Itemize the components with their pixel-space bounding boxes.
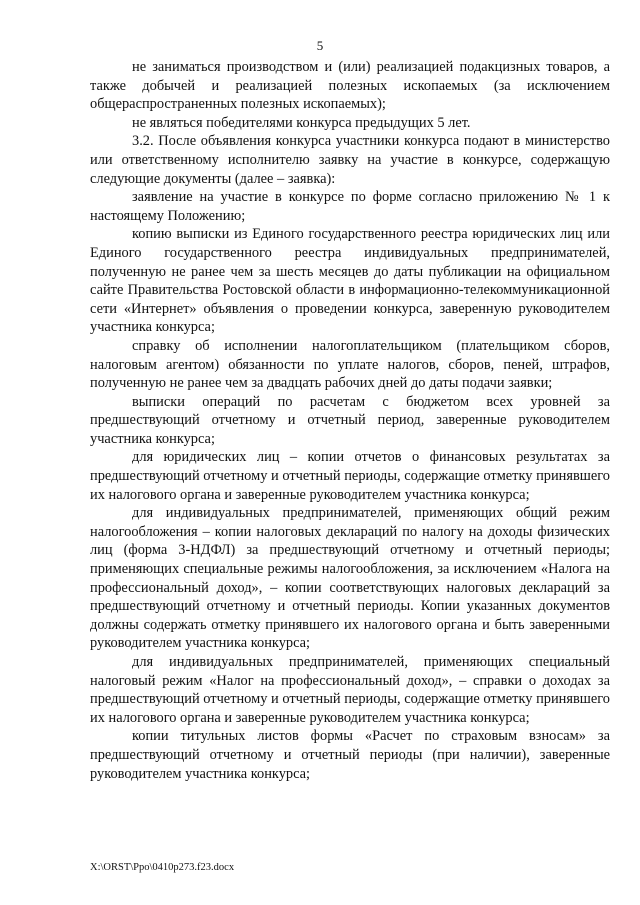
paragraph-budget-statements: выписки операций по расчетам с бюджетом всех уровней за предшествующий отчетному и отчетный период, заверенные руководителем участника конкурса; (90, 393, 610, 447)
paragraph-general-regime: для индивидуальных предпринимателей, применяющих общий режим налогообложения – копии налоговых деклараций по налогу на доходы физических лиц (форма 3-НДФЛ) за предшествующий отчетному и отчетный периоды; применяющих специальные режимы налогообложения, за исключением «Налога на профессиональный доход», – копии соответствующих налоговых деклараций за предшествующий отчетному и отчетный периоды. Копии указанных документов должны содержать отметку принявшего их налогового органа и быть заверенными руководителем участника конкурса; (90, 505, 610, 652)
paragraph-not-winner: не являться победителями конкурса предыдущих 5 лет. (132, 114, 471, 131)
paragraph-professional-income: для индивидуальных предпринимателей, применяющих специальный налоговый режим «Налог на профессиональный доход», – справки о доходах за предшествующий отчетному и отчетный периоды, содержащие отметку принявшего их налогового органа и заверенные руководителем участника конкурса; (90, 654, 610, 726)
paragraph-application-form: заявление на участие в конкурсе по форме согласно приложению № 1 к настоящему Положению; (90, 189, 610, 224)
paragraph-legal-entities: для юридических лиц – копии отчетов о финансовых результатах за предшествующий отчетному и отчетный периоды, содержащие отметку принявшего их налогового органа и заверенные руководителем участника конкурса; (90, 449, 610, 503)
paragraph-section-3-2: 3.2. После объявления конкурса участники конкурса подают в министерство или ответственному исполнителю заявку на участие в конкурсе, содержащую следующие документы (далее – заявка): (90, 133, 610, 187)
file-path-footer: X:\ORST\Ppo\0410p273.f23.docx (90, 862, 235, 873)
page-number: 5 (316, 38, 324, 53)
paragraph-tax-certificate: справку об исполнении налогоплательщиком (плательщиком сборов, налоговым агентом) обязанности по уплате налогов, сборов, пеней, штрафов, полученную не ранее чем за двадцать рабочих дней до даты подачи заявки; (90, 337, 610, 392)
paragraph-excise-restriction: не заниматься производством и (или) реализацией подакцизных товаров, а также добычей и реализацией полезных ископаемых (за исключением общераспространенных полезных ископаемых); (90, 59, 610, 113)
document-body (90, 58, 610, 783)
paragraph-registry-extract: копию выписки из Единого государственного реестра юридических лиц или Единого государственного реестра индивидуальных предпринимателей, полученную не ранее чем за шесть месяцев до даты публикации на официальном сайте Правительства Ростовской области в информационно-телекоммуникационной сети «Интернет» объявления о проведении конкурса, заверенную руководителем участника конкурса; (90, 226, 610, 336)
paragraph-insurance-calc: копии титульных листов формы «Расчет по страховым взносам» за предшествующий отчетному и отчетный периоды (при наличии), заверенные руководителем участника конкурса; (90, 728, 610, 782)
